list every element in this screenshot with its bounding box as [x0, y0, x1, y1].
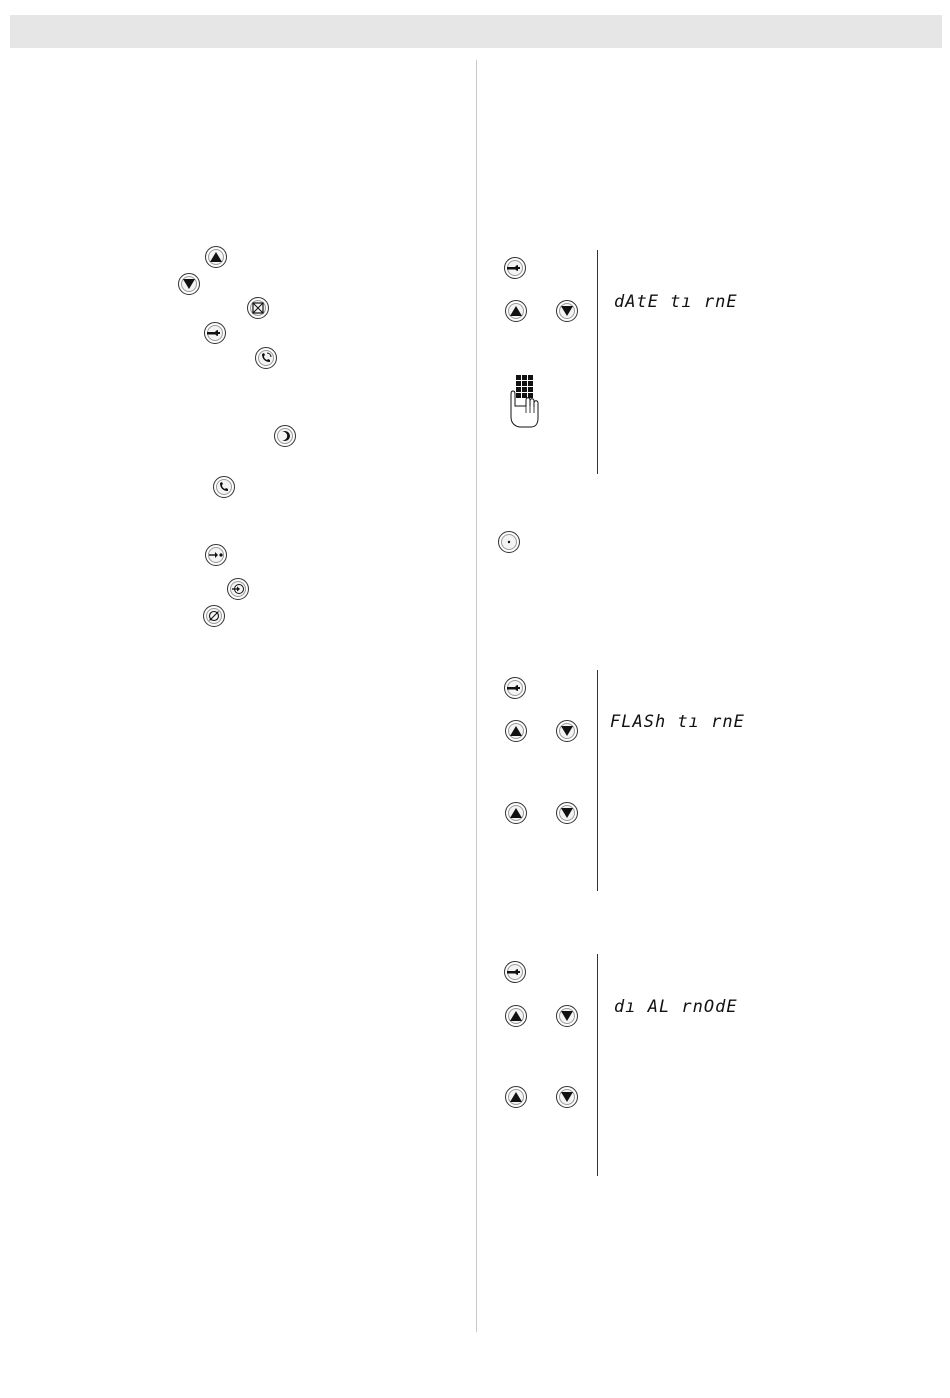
section-2-up-button-2[interactable]: [505, 802, 527, 824]
keypad-icon: [505, 373, 545, 429]
envelope-icon: [252, 302, 264, 314]
up-arrow-icon: [510, 1092, 522, 1102]
section-2-down-button[interactable]: [556, 720, 578, 742]
up-arrow-icon: [510, 726, 522, 736]
header-bar: [10, 15, 942, 48]
message-button[interactable]: [247, 297, 269, 319]
wrench-icon: [507, 968, 523, 976]
column-divider: [476, 60, 477, 1332]
lcd-flash-time: FLASh tı rnE: [610, 712, 745, 732]
moon-icon: [279, 430, 291, 442]
talk-button[interactable]: [213, 476, 235, 498]
section-3-line: [597, 954, 598, 1176]
section-1-menu-button[interactable]: [504, 257, 526, 279]
up-arrow-icon: [510, 306, 522, 316]
arrow-circle-icon: [232, 583, 244, 595]
down-arrow-icon: [561, 808, 573, 818]
down-arrow-icon: [561, 726, 573, 736]
intercom-button[interactable]: [227, 578, 249, 600]
wrench-icon: [207, 329, 223, 337]
section-3-up-button-2[interactable]: [505, 1086, 527, 1108]
down-arrow-button[interactable]: [178, 273, 200, 295]
section-3-down-button[interactable]: [556, 1005, 578, 1027]
night-mode-button[interactable]: [274, 425, 296, 447]
section-2-menu-button[interactable]: [504, 677, 526, 699]
call-list-button[interactable]: [255, 347, 277, 369]
phone-ring-icon: [260, 352, 272, 364]
section-3-down-button-2[interactable]: [556, 1086, 578, 1108]
lcd-dial-mode: dı AL rnOdE: [614, 997, 738, 1017]
section-1-line: [597, 250, 598, 474]
phone-icon: [218, 481, 230, 493]
transfer-button[interactable]: [205, 544, 227, 566]
wrench-icon: [507, 264, 523, 272]
section-3-up-button[interactable]: [505, 1005, 527, 1027]
dot-icon: [507, 540, 511, 544]
section-2-line: [597, 670, 598, 891]
section-3-menu-button[interactable]: [504, 961, 526, 983]
wrench-icon: [507, 684, 523, 692]
up-arrow-button[interactable]: [205, 246, 227, 268]
empty-set-icon: [208, 610, 220, 622]
dot-button[interactable]: [498, 531, 520, 553]
up-arrow-icon: [210, 252, 222, 262]
section-1-up-button[interactable]: [505, 300, 527, 322]
lcd-date-time: dAtE tı rnE: [614, 292, 738, 312]
down-arrow-icon: [561, 306, 573, 316]
section-2-down-button-2[interactable]: [556, 802, 578, 824]
mute-button[interactable]: [203, 605, 225, 627]
menu-button[interactable]: [204, 322, 226, 344]
section-1-down-button[interactable]: [556, 300, 578, 322]
arrow-dot-icon: [209, 551, 223, 559]
up-arrow-icon: [510, 808, 522, 818]
down-arrow-icon: [561, 1011, 573, 1021]
down-arrow-icon: [183, 279, 195, 289]
down-arrow-icon: [561, 1092, 573, 1102]
up-arrow-icon: [510, 1011, 522, 1021]
section-2-up-button[interactable]: [505, 720, 527, 742]
